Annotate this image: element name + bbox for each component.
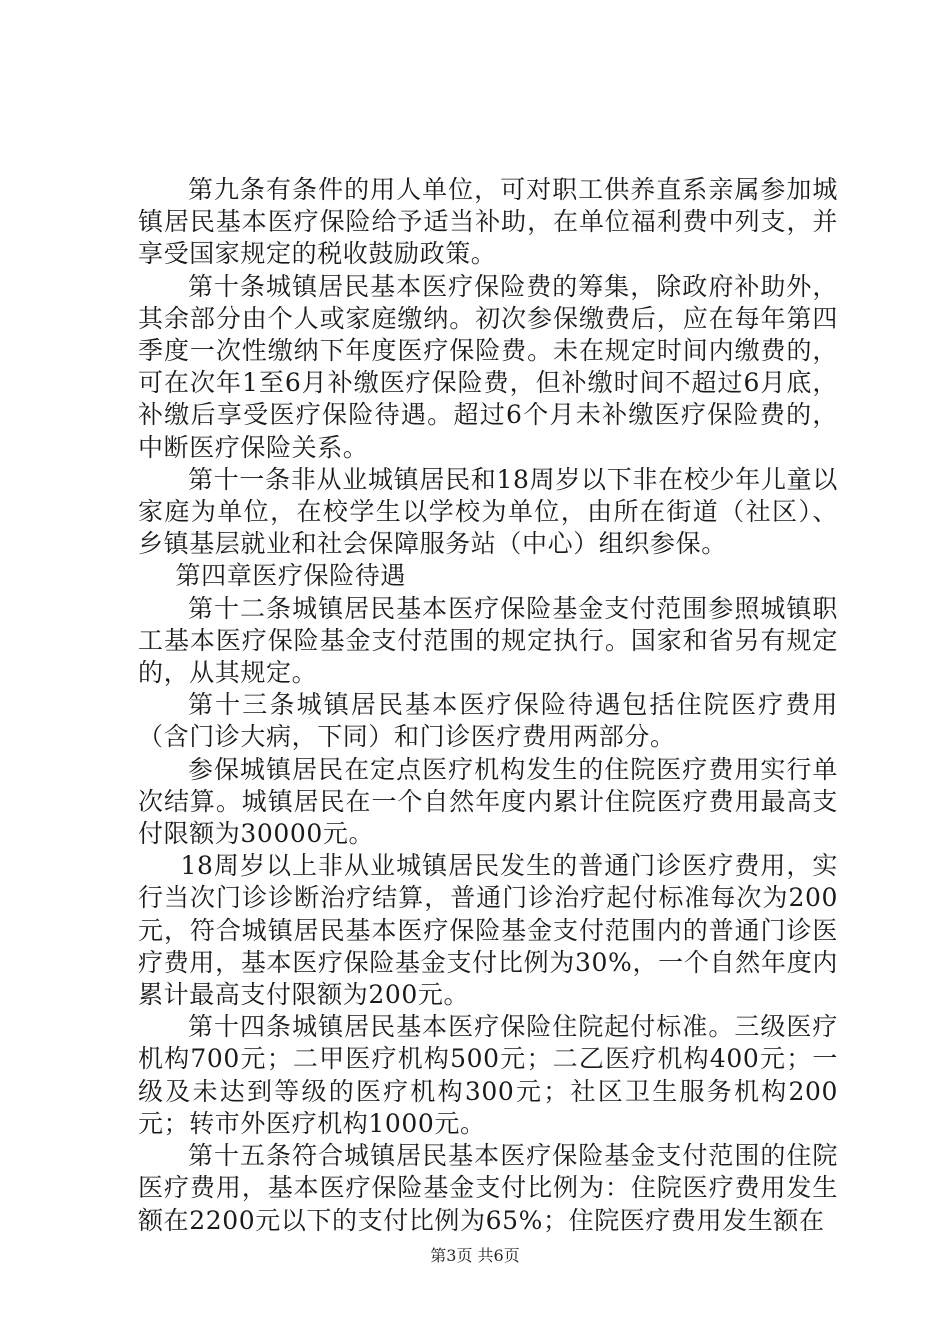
article-10-paragraph: 第十条城镇居民基本医疗保险费的筹集，除政府补助外，其余部分由个人或家庭缴纳。初次参保缴费后，应在每年第四季度一次性缴纳下年度医疗保险费。未在规定时间内缴费的，可在次年1至6月补缴医疗保险费，但补缴时间不超过6月底，补缴后享受医疗保险待遇。超过6个月未补缴医疗保险费的，中断医疗保险关系。 xyxy=(138,271,838,462)
article-15-paragraph: 第十五条符合城镇居民基本医疗保险基金支付范围的住院医疗费用，基本医疗保险基金支付比例为：住院医疗费用发生额在2200元以下的支付比例为65%；住院医疗费用发生额在 xyxy=(138,1141,838,1235)
page-number-label: 第3页 共6页 xyxy=(430,1246,520,1265)
article-9-paragraph: 第九条有条件的用人单位，可对职工供养直系亲属参加城镇居民基本医疗保险给予适当补助，在单位福利费中列支，并享受国家规定的税收鼓励政策。 xyxy=(138,175,838,269)
article-13-paragraph: 第十三条城镇居民基本医疗保险待遇包括住院医疗费用（含门诊大病，下同）和门诊医疗费用两部分。 xyxy=(138,690,838,752)
page-footer xyxy=(0,1243,950,1266)
chapter-4-heading: 第四章医疗保险待遇 xyxy=(175,561,406,591)
document-body xyxy=(138,174,838,1237)
outpatient-settlement-paragraph: 18周岁以上非从业城镇居民发生的普通门诊医疗费用，实行当次门诊诊断治疗结算，普通门诊治疗起付标准每次为200元，符合城镇居民基本医疗保险基金支付范围内的普通门诊医疗费用，基本医疗保险基金支付比例为30%，一个自然年度内累计最高支付限额为200元。 xyxy=(138,851,838,1010)
article-14-paragraph: 第十四条城镇居民基本医疗保险住院起付标准。三级医疗机构700元；二甲医疗机构500元；二乙医疗机构400元；一级及未达到等级的医疗机构300元；社区卫生服务机构200元；转市外医疗机构1000元。 xyxy=(138,1012,838,1138)
article-12-paragraph: 第十二条城镇居民基本医疗保险基金支付范围参照城镇职工基本医疗保险基金支付范围的规定执行。国家和省另有规定的，从其规定。 xyxy=(138,593,838,688)
inpatient-settlement-paragraph: 参保城镇居民在定点医疗机构发生的住院医疗费用实行单次结算。城镇居民在一个自然年度内累计住院医疗费用最高支付限额为30000元。 xyxy=(138,754,838,849)
article-11-paragraph: 第十一条非从业城镇居民和18周岁以下非在校少年儿童以家庭为单位，在校学生以学校为单位，由所在街道（社区）、乡镇基层就业和社会保障服务站（中心）组织参保。 xyxy=(138,464,838,559)
